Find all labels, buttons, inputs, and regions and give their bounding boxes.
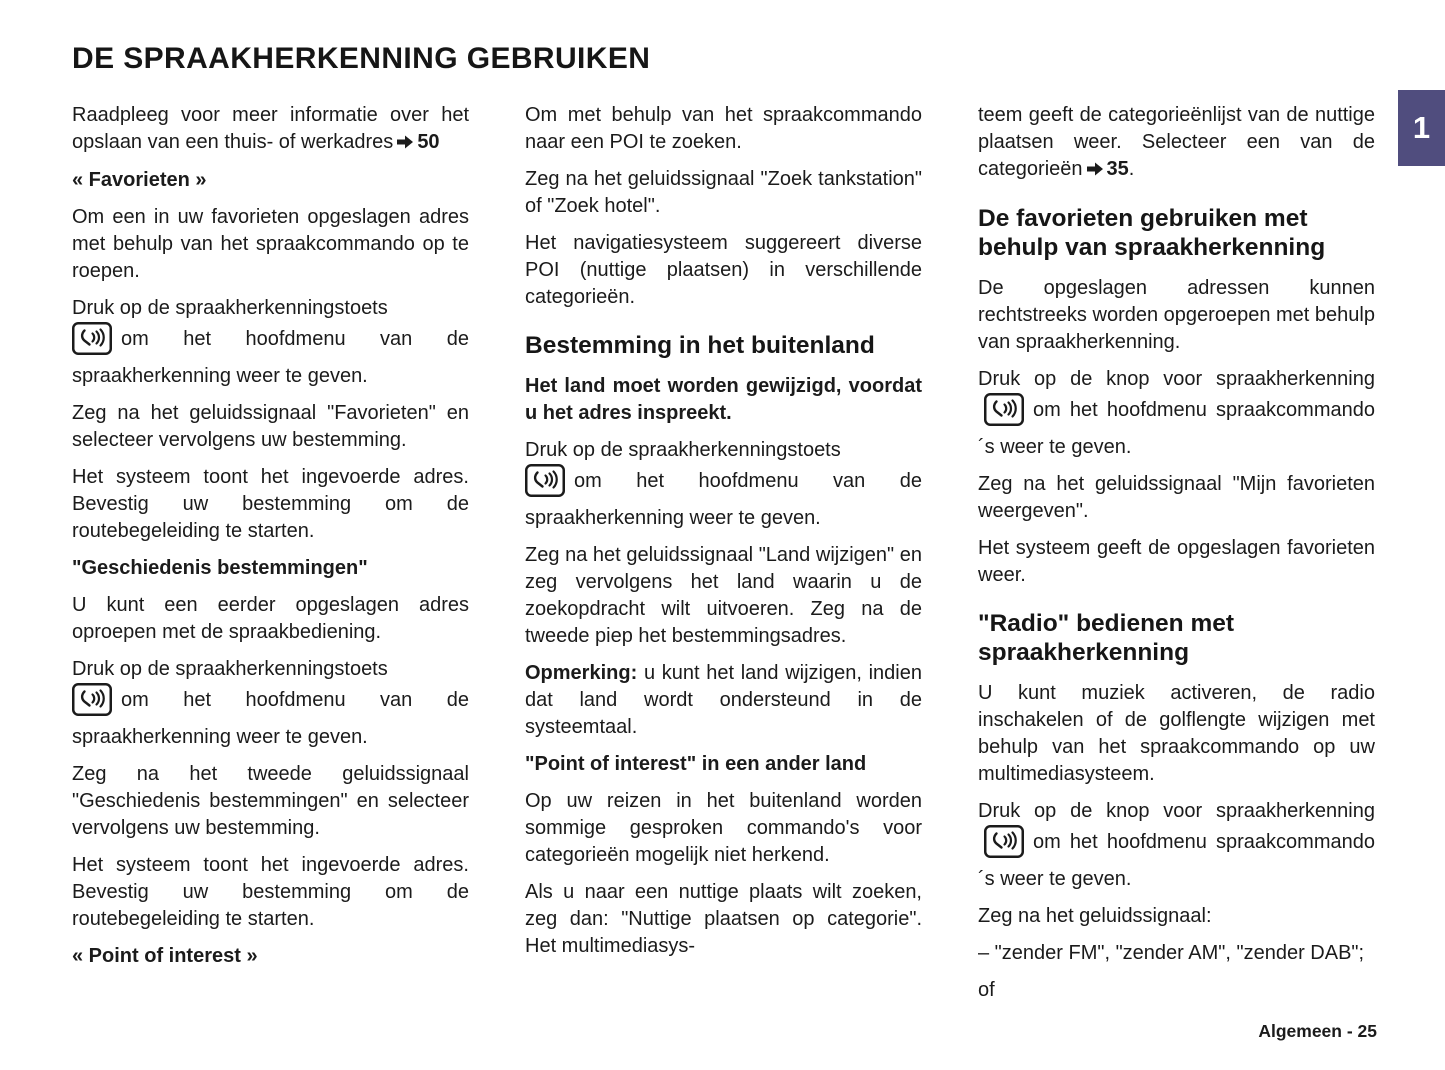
paragraph — [72, 656, 469, 751]
paragraph: Om een in uw favorieten opgeslagen adres met behulp van het spraakcommando op te roepen. — [72, 206, 469, 282]
paragraph-bold: Het land moet worden gewijzigd, voordat u het adres inspreekt. — [525, 375, 922, 424]
paragraph: Zeg na het geluidssignaal: — [978, 905, 1212, 927]
subheading-geschiedenis: "Geschiedenis bestemmingen" — [72, 557, 368, 579]
chapter-tab: 1 — [1398, 90, 1445, 166]
paragraph: of — [978, 979, 995, 1001]
paragraph: Zeg na het geluidssignaal "Favorieten" en selecteer vervolgens uw bestemming. — [72, 402, 469, 451]
list-item: – "zender FM", "zender AM", "zender DAB"; — [978, 942, 1365, 964]
press-button-text-rest: om het hoofdmenu van de spraakherkenning weer te geven. — [72, 689, 469, 748]
paragraph: U kunt muziek activeren, de radio inschakelen of de golflengte wijzigen met behulp van het spraakcommando op uw multimediasysteem. — [978, 682, 1375, 785]
paragraph: Als u naar een nuttige plaats wilt zoeken, zeg dan: "Nuttige plaatsen op categorie". Het multimediasys- — [525, 881, 922, 957]
section-heading-favorieten-spraak: De favorieten gebruiken met behulp van spraakherkenning — [978, 205, 1326, 261]
paragraph: Om met behulp van het spraakcommando naar een POI te zoeken. — [525, 104, 922, 153]
page-reference-arrow-icon — [1087, 157, 1103, 184]
paragraph: Het systeem toont het ingevoerde adres. Bevestig uw bestemming om de routebegeleiding te starten. — [72, 466, 469, 542]
column-3 — [978, 102, 1375, 1014]
paragraph — [978, 102, 1375, 184]
page-reference-arrow-icon — [397, 130, 413, 157]
press-button-text: Druk op de knop voor spraakherkenning — [978, 800, 1375, 822]
page-title: DE SPRAAKHERKENNING GEBRUIKEN — [72, 42, 651, 75]
paragraph: Het systeem toont het ingevoerde adres. Bevestig uw bestemming om de routebegeleiding te starten. — [72, 854, 469, 930]
subheading-point-of-interest: « Point of interest » — [72, 945, 258, 967]
paragraph: Het systeem geeft de opgeslagen favorieten weer. — [978, 537, 1375, 586]
subheading-poi-ander-land: "Point of interest" in een ander land — [525, 753, 867, 775]
press-button-text: Druk op de knop voor spraakherkenning — [978, 368, 1375, 390]
press-button-text-rest: om het hoofdmenu spraakcommando´s weer te geven. — [978, 831, 1375, 890]
paragraph: De opgeslagen adressen kunnen rechtstreeks worden opgeroepen met behulp van spraakherkenning. — [978, 277, 1375, 353]
sentence-end: . — [1128, 158, 1135, 180]
note-text: u kunt het land wijzigen, indien dat land wordt ondersteund in de systeemtaal. — [525, 662, 922, 738]
paragraph — [978, 798, 1375, 893]
paragraph: Zeg na het geluidssignaal "Zoek tankstation" of "Zoek hotel". — [525, 168, 922, 217]
press-button-text-rest: om het hoofdmenu van de spraakherkenning weer te geven. — [525, 470, 922, 529]
intro-text: Raadpleeg voor meer informatie over het opslaan van een thuis- of werkadres — [72, 104, 469, 153]
voice-command-button-icon — [72, 683, 112, 724]
paragraph: Op uw reizen in het buitenland worden sommige gesproken commando's voor categorieën mogelijk niet herkend. — [525, 790, 922, 866]
section-heading-radio: "Radio" bedienen met spraakherkenning — [978, 610, 1235, 666]
voice-command-button-icon — [72, 322, 112, 363]
paragraph — [525, 437, 922, 532]
page-reference-number: 50 — [417, 131, 440, 153]
section-heading-buitenland: Bestemming in het buitenland — [525, 332, 875, 359]
paragraph: U kunt een eerder opgeslagen adres oproepen met de spraakbediening. — [72, 594, 469, 643]
voice-command-button-icon — [984, 825, 1024, 866]
voice-command-button-icon — [525, 464, 565, 505]
press-button-text-rest: om het hoofdmenu van de spraakherkenning weer te geven. — [72, 328, 469, 387]
paragraph — [978, 366, 1375, 461]
note-label: Opmerking: — [525, 662, 638, 684]
page-footer: Algemeen - 25 — [1258, 1021, 1377, 1041]
paragraph — [72, 295, 469, 390]
paragraph: Zeg na het geluidssignaal "Mijn favorieten weergeven". — [978, 473, 1375, 522]
voice-command-button-icon — [984, 393, 1024, 434]
press-button-text-rest: om het hoofdmenu spraakcommando´s weer te geven. — [978, 399, 1375, 458]
subheading-favorieten: « Favorieten » — [72, 169, 207, 191]
text-columns — [72, 102, 1376, 1014]
press-button-text: Druk op de spraakherkenningstoets — [72, 658, 388, 680]
page-reference-number: 35 — [1106, 158, 1129, 180]
column-2 — [525, 102, 922, 970]
paragraph — [72, 102, 469, 157]
press-button-text: Druk op de spraakherkenningstoets — [525, 439, 841, 461]
column-1 — [72, 102, 469, 980]
paragraph-note — [525, 660, 922, 741]
paragraph: Zeg na het geluidssignaal "Land wijzigen" en zeg vervolgens het land waarin u de zoekopdracht wilt uitvoeren. Zeg na de tweede piep het bestemmingsadres. — [525, 544, 922, 647]
continuation-text: teem geeft de categorieënlijst van de nuttige plaatsen weer. Selecteer een van de categorieën — [978, 104, 1375, 180]
press-button-text: Druk op de spraakherkenningstoets — [72, 297, 388, 319]
paragraph: Het navigatiesysteem suggereert diverse POI (nuttige plaatsen) in verschillende categorieën. — [525, 232, 922, 308]
paragraph: Zeg na het tweede geluidssignaal "Geschiedenis bestemmingen" en selecteer vervolgens uw bestemming. — [72, 763, 469, 839]
